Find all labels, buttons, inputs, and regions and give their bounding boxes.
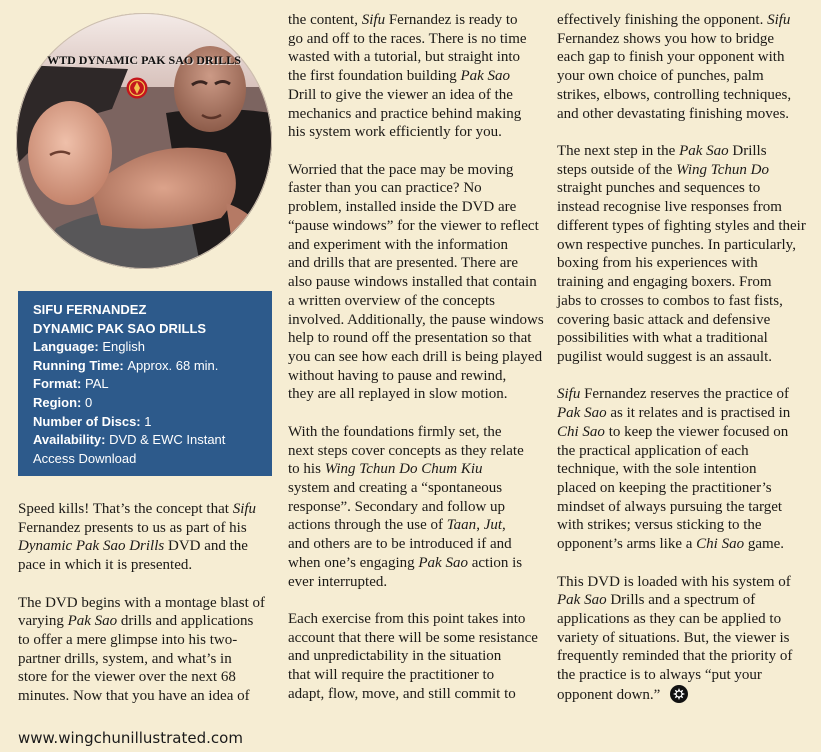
- text-run: Fernandez reserves the practice of: [580, 386, 789, 403]
- text-run: Fernandez presents to us as part of his: [18, 519, 247, 536]
- text-line: [557, 591, 813, 610]
- italic-term: Sifu: [232, 501, 257, 517]
- text-line: [288, 535, 544, 554]
- footer-website-url: www.wingchunillustrated.com: [18, 729, 243, 747]
- italic-term: Sifu: [557, 386, 581, 403]
- text-line: [18, 612, 274, 631]
- text-line: [557, 311, 813, 330]
- text-run: the practical application of each: [557, 442, 749, 459]
- article-paragraph: [557, 573, 813, 704]
- text-line: [557, 30, 813, 49]
- text-line: [557, 647, 813, 666]
- text-run: account that there will be some resistance: [288, 629, 538, 646]
- info-value: Approx. 68 min.: [127, 357, 219, 373]
- info-label: Language:: [33, 339, 99, 355]
- text-run: Speed kills! That’s the concept that: [18, 501, 233, 517]
- article-paragraph: [557, 385, 813, 553]
- text-line: [288, 348, 544, 367]
- text-line: [288, 67, 544, 86]
- text-line: [557, 67, 813, 86]
- text-run: response”. Secondary and follow up: [288, 498, 506, 515]
- text-line: [288, 629, 544, 648]
- info-label: Number of Discs:: [33, 413, 141, 429]
- text-line: [557, 629, 813, 648]
- text-line: [557, 460, 813, 479]
- italic-term: Pak Sao: [557, 592, 607, 609]
- wtd-emblem-icon: [127, 78, 148, 99]
- text-run: involved. Additionally, the pause windows: [288, 311, 544, 328]
- text-run: opponent’s arms like a: [557, 536, 697, 553]
- text-line: [288, 86, 544, 105]
- text-run: varying: [18, 613, 68, 630]
- text-run: DVD and the: [164, 538, 248, 555]
- text-line: [557, 573, 813, 592]
- text-line: [288, 442, 544, 461]
- text-line: [288, 48, 544, 67]
- text-run: Fernandez shows you how to bridge: [557, 30, 775, 47]
- info-row-availability: [33, 431, 257, 468]
- text-run: go and off to the races. There is no time: [288, 30, 527, 47]
- info-value: 0: [84, 394, 93, 410]
- info-row-number-of-discs: [33, 413, 257, 432]
- text-run: the first foundation building: [288, 68, 461, 85]
- text-run: jabs to crosses to combos to fast fists,: [557, 292, 783, 309]
- text-run: action is: [467, 554, 523, 571]
- text-run: adapt, flow, move, and still commit to: [288, 685, 516, 702]
- italic-term: Wing Tchun Do Chum Kiu: [324, 461, 483, 478]
- text-line: [557, 385, 813, 404]
- text-run: partner drills, system, and what’s in: [18, 650, 232, 667]
- text-line: [288, 292, 544, 311]
- text-run: they are all replayed in slow motion.: [288, 386, 508, 403]
- text-line: [18, 500, 274, 519]
- text-run: game.: [744, 536, 785, 553]
- text-run: pugilist would suggest is an assault.: [557, 348, 772, 365]
- text-line: [288, 516, 544, 535]
- text-line: [557, 161, 813, 180]
- article-paragraph: [557, 142, 813, 367]
- dvd-info-box: [18, 291, 272, 476]
- text-run: each gap to finish your opponent with: [557, 49, 785, 66]
- text-run: store for the viewer over the next 68: [18, 669, 236, 686]
- italic-term: Wing Tchun Do: [676, 161, 769, 178]
- text-line: [557, 236, 813, 255]
- text-run: instead recognise live responses from: [557, 199, 782, 216]
- text-line: [18, 668, 274, 687]
- text-run: technique, with the sole intention: [557, 461, 757, 478]
- text-line: [288, 217, 544, 236]
- text-line: [288, 479, 544, 498]
- text-line: [18, 537, 274, 556]
- italic-term: Jut: [483, 517, 503, 534]
- text-run: help to round off the presentation so that: [288, 330, 532, 347]
- article-paragraph: [288, 11, 544, 142]
- text-line: [288, 198, 544, 217]
- text-line: [557, 685, 813, 704]
- italic-term: Pak Sao: [67, 613, 118, 630]
- text-run: Fernandez is ready to: [385, 12, 518, 28]
- text-run: without having to pause and rewind,: [288, 367, 507, 384]
- info-label: Format:: [33, 376, 82, 392]
- italic-term: Pak Sao: [557, 405, 607, 422]
- text-line: [288, 647, 544, 666]
- info-title-product: DYNAMIC PAK SAO DRILLS: [33, 320, 207, 336]
- text-line: [557, 404, 813, 423]
- text-line: [288, 554, 544, 573]
- text-run: frequently reminded that the priority of: [557, 648, 793, 665]
- text-line: [557, 479, 813, 498]
- text-line: [557, 198, 813, 217]
- italic-term: Pak Sao: [418, 554, 468, 571]
- text-run: minutes. Now that you have an idea of: [18, 688, 250, 705]
- text-run: the practice is to always “put your: [557, 667, 762, 684]
- text-line: [557, 423, 813, 442]
- article-paragraph: [288, 423, 544, 591]
- text-line: [557, 535, 813, 554]
- text-run: and unpredictability in the situation: [288, 648, 502, 665]
- text-run: and experiment with the information: [288, 236, 508, 253]
- text-run: Drills and a spectrum of: [606, 592, 756, 609]
- info-row-format: [33, 375, 257, 394]
- text-line: [557, 217, 813, 236]
- text-run: covering basic attack and defensive: [557, 311, 771, 328]
- article-column-middle: [288, 11, 544, 704]
- text-run: to offer a mere glimpse into his two-: [18, 632, 238, 649]
- article-paragraph: [18, 500, 274, 575]
- text-run: your own choice of punches, palm: [557, 68, 764, 85]
- text-run: mindset of always pursuing the target: [557, 498, 783, 515]
- article-paragraph: [288, 610, 544, 704]
- text-run: when one’s engaging: [288, 554, 419, 571]
- text-line: [18, 519, 274, 538]
- text-line: [557, 179, 813, 198]
- text-run: steps outside of the: [557, 161, 677, 178]
- text-line: [288, 498, 544, 517]
- text-line: [288, 11, 544, 30]
- text-run: The next step in the: [557, 143, 680, 160]
- text-line: [18, 687, 274, 706]
- text-run: different types of fighting styles and their: [557, 217, 806, 234]
- article-paragraph: [18, 594, 274, 706]
- text-line: [18, 556, 274, 575]
- italic-term: Chi Sao: [696, 536, 745, 553]
- text-line: [557, 292, 813, 311]
- text-run: as it relates and is practised in: [606, 405, 791, 422]
- text-line: [557, 86, 813, 105]
- text-line: [288, 123, 544, 142]
- text-line: [288, 236, 544, 255]
- info-value: DVD & EWC Instant Access Download: [33, 432, 226, 466]
- text-run: Each exercise from this point takes into: [288, 611, 526, 627]
- text-line: [288, 329, 544, 348]
- text-run: training and engaging boxers. From: [557, 274, 772, 291]
- text-line: [18, 631, 274, 650]
- italic-term: Sifu: [767, 12, 791, 28]
- italic-term: Dynamic Pak Sao Drills: [18, 538, 165, 555]
- text-line: [557, 11, 813, 30]
- text-run: placed on keeping the practitioner’s: [557, 479, 772, 496]
- text-run: opponent down.”: [557, 686, 661, 703]
- text-line: [557, 442, 813, 461]
- text-run: Worried that the pace may be moving: [288, 161, 514, 178]
- info-value: 1: [144, 413, 152, 429]
- text-line: [288, 30, 544, 49]
- text-line: [557, 273, 813, 292]
- text-run: next steps cover concepts as they relate: [288, 442, 524, 459]
- text-run: faster than you can practice? No: [288, 180, 482, 197]
- info-label: Running Time:: [33, 357, 124, 373]
- text-run: actions through the use of: [288, 517, 447, 534]
- text-run: you can see how each drill is being played: [288, 348, 543, 365]
- text-run: Drill to give the viewer an idea of the: [288, 86, 513, 103]
- text-run: effectively finishing the opponent.: [557, 12, 768, 28]
- text-line: [288, 273, 544, 292]
- text-run: problem, installed inside the DVD are: [288, 199, 517, 216]
- text-run: the content,: [288, 12, 362, 28]
- text-run: ,: [502, 517, 506, 534]
- article-column-left: [18, 500, 274, 706]
- text-line: [557, 666, 813, 685]
- info-row-region: [33, 394, 257, 413]
- text-run: system and creating a “spontaneous: [288, 479, 503, 496]
- text-line: [288, 573, 544, 592]
- text-run: and others are to be introduced if and: [288, 536, 512, 553]
- text-run: possibilities with what a traditional: [557, 330, 768, 347]
- text-run: ,: [476, 517, 484, 534]
- text-run: also pause windows installed that contain: [288, 274, 537, 291]
- text-line: [288, 423, 544, 442]
- text-run: ever interrupted.: [288, 573, 388, 590]
- text-run: wasted with a tutorial, but straight into: [288, 49, 521, 66]
- text-run: with strikes; versus sticking to the: [557, 517, 762, 534]
- info-value: English: [102, 339, 145, 355]
- text-line: [288, 666, 544, 685]
- text-line: [288, 385, 544, 404]
- info-row-running-time: [33, 357, 257, 376]
- text-run: variety of situations. But, the viewer is: [557, 629, 790, 646]
- text-line: [288, 460, 544, 479]
- text-line: [557, 610, 813, 629]
- text-line: [288, 311, 544, 330]
- text-line: [557, 498, 813, 517]
- text-line: [557, 348, 813, 367]
- text-line: [557, 105, 813, 124]
- figure-left-head: [28, 101, 112, 205]
- text-run: a written overview of the concepts: [288, 292, 496, 309]
- text-line: [557, 142, 813, 161]
- info-title-name: SIFU FERNANDEZ: [33, 302, 147, 317]
- italic-term: Chi Sao: [557, 423, 605, 440]
- disc-title: WTD DYNAMIC PAK SAO DRILLS: [47, 53, 241, 67]
- text-line: [557, 48, 813, 67]
- text-run: mechanics and practice behind making: [288, 105, 522, 122]
- end-of-article-icon: [670, 685, 688, 703]
- text-line: [288, 161, 544, 180]
- article-paragraph: [557, 11, 813, 123]
- text-line: [557, 516, 813, 535]
- text-line: [557, 329, 813, 348]
- text-line: [18, 650, 274, 669]
- info-label: Region:: [33, 394, 82, 410]
- text-line: [288, 610, 544, 629]
- text-line: [288, 105, 544, 124]
- text-run: to his: [288, 461, 325, 478]
- text-run: Drills: [728, 143, 767, 160]
- text-run: own respective punches. In particularly,: [557, 236, 796, 253]
- text-line: [288, 254, 544, 273]
- italic-term: Pak Sao: [460, 68, 511, 85]
- info-row-language: [33, 338, 257, 357]
- text-line: [557, 254, 813, 273]
- text-run: and other devastating finishing moves.: [557, 105, 790, 122]
- text-line: [288, 367, 544, 386]
- text-run: With the foundations firmly set, the: [288, 423, 502, 440]
- italic-term: Taan: [446, 517, 477, 534]
- italic-term: Pak Sao: [679, 143, 729, 160]
- text-line: [288, 685, 544, 704]
- text-run: that will require the practitioner to: [288, 667, 495, 684]
- text-run: drills and applications: [117, 613, 254, 630]
- italic-term: Sifu: [361, 12, 386, 28]
- text-run: applications as they can be applied to: [557, 611, 782, 627]
- info-label: Availability:: [33, 432, 106, 448]
- text-run: to keep the viewer focused on: [604, 423, 789, 440]
- text-run: “pause windows” for the viewer to reflect: [288, 217, 539, 234]
- article-column-right: [557, 11, 813, 704]
- text-run: straight punches and sequences to: [557, 180, 761, 197]
- text-run: and drills that are presented. There are: [288, 255, 519, 272]
- article-paragraph: [288, 161, 544, 404]
- text-run: This DVD is loaded with his system of: [557, 573, 791, 590]
- text-line: [288, 179, 544, 198]
- text-run: strikes, elbows, controlling techniques,: [557, 86, 792, 103]
- text-line: [18, 594, 274, 613]
- dvd-disc-image: [16, 13, 272, 269]
- text-run: his system work efficiently for you.: [288, 124, 502, 141]
- text-run: pace in which it is presented.: [18, 557, 193, 574]
- text-run: The DVD begins with a montage blast of: [18, 594, 266, 611]
- text-run: boxing from his experiences with: [557, 255, 758, 272]
- info-value: PAL: [84, 376, 109, 392]
